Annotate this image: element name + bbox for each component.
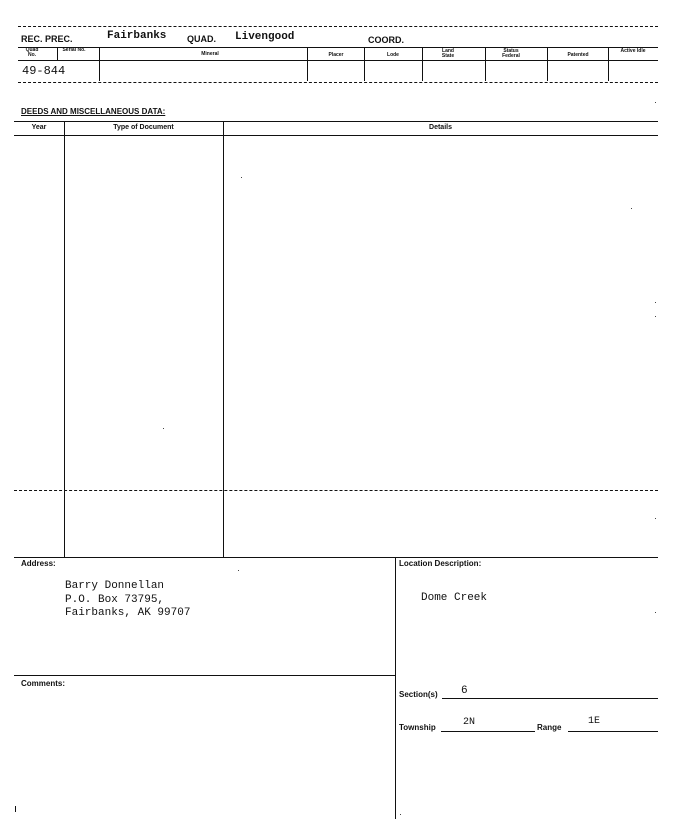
deeds-top-rule	[14, 121, 658, 122]
col-quad-no: Quad No.	[25, 47, 39, 58]
hdr-divider-6	[485, 47, 486, 81]
col-serial-no: Serial No.	[62, 47, 86, 53]
record-rule	[18, 82, 658, 83]
deeds-col-details: Details	[429, 124, 452, 131]
hdr-divider-5	[422, 47, 423, 81]
scan-speck	[655, 102, 656, 103]
col-lode: Lode	[387, 52, 399, 58]
deeds-title: DEEDS AND MISCELLANEOUS DATA:	[21, 107, 166, 116]
comments-label: Comments:	[21, 679, 66, 688]
hdr-divider-8	[608, 47, 609, 81]
location-value: Dome Creek	[421, 592, 488, 604]
deeds-col-type: Type of Document	[113, 124, 174, 131]
scan-speck	[163, 428, 164, 429]
deeds-bottom-rule	[14, 557, 658, 558]
rec-prec-label: REC. PREC.	[21, 34, 73, 44]
scan-speck	[655, 316, 656, 317]
section-label: Section(s)	[399, 690, 438, 699]
address-line-1: Barry Donnellan	[65, 580, 165, 592]
scan-speck	[400, 814, 401, 815]
range-value: 1E	[588, 716, 601, 727]
col-mineral: Mineral	[201, 51, 219, 57]
lower-divider	[395, 557, 396, 819]
deeds-mid-dashed	[14, 490, 658, 491]
hdr-divider-4	[364, 47, 365, 81]
township-line	[441, 731, 535, 732]
scan-speck	[655, 612, 656, 613]
quad-value: Livengood	[235, 31, 295, 43]
quad-label: QUAD.	[187, 34, 216, 44]
deeds-col-year: Year	[31, 124, 47, 131]
range-line	[568, 731, 658, 732]
address-label: Address:	[21, 559, 56, 568]
coord-label: COORD.	[368, 35, 404, 45]
location-label: Location Description:	[399, 559, 482, 568]
hdr-divider-2	[99, 47, 100, 81]
township-value: 2N	[463, 717, 476, 728]
scan-speck	[631, 208, 632, 209]
range-label: Range	[537, 723, 562, 732]
col-status-federal: Status Federal	[502, 48, 520, 59]
deeds-header-rule	[14, 135, 658, 136]
scan-speck	[655, 518, 656, 519]
deeds-divider-2	[223, 121, 224, 557]
col-land-state: Land State	[441, 48, 455, 59]
col-active-idle: Active Idle	[620, 48, 646, 54]
comments-rule	[14, 675, 395, 676]
hdr-divider-7	[547, 47, 548, 81]
hdr-divider-3	[307, 47, 308, 81]
section-line	[442, 698, 658, 699]
scan-speck	[238, 570, 239, 571]
address-line-3: Fairbanks, AK 99707	[65, 607, 191, 619]
scan-speck	[655, 302, 656, 303]
township-label: Township	[399, 723, 436, 732]
rec-prec-value: Fairbanks	[107, 30, 167, 42]
top-rule	[18, 26, 658, 27]
scan-speck	[241, 177, 242, 178]
header-rule	[18, 47, 658, 48]
col-patented: Patented	[567, 52, 589, 58]
colhead-rule	[18, 60, 658, 61]
section-value: 6	[461, 685, 468, 697]
deeds-divider-1	[64, 121, 65, 557]
scan-tick	[15, 806, 16, 812]
hdr-divider-1	[57, 47, 58, 61]
col-placer: Placer	[328, 52, 344, 58]
quad-no-value: 49-844	[22, 64, 66, 78]
address-line-2: P.O. Box 73795,	[65, 594, 165, 606]
